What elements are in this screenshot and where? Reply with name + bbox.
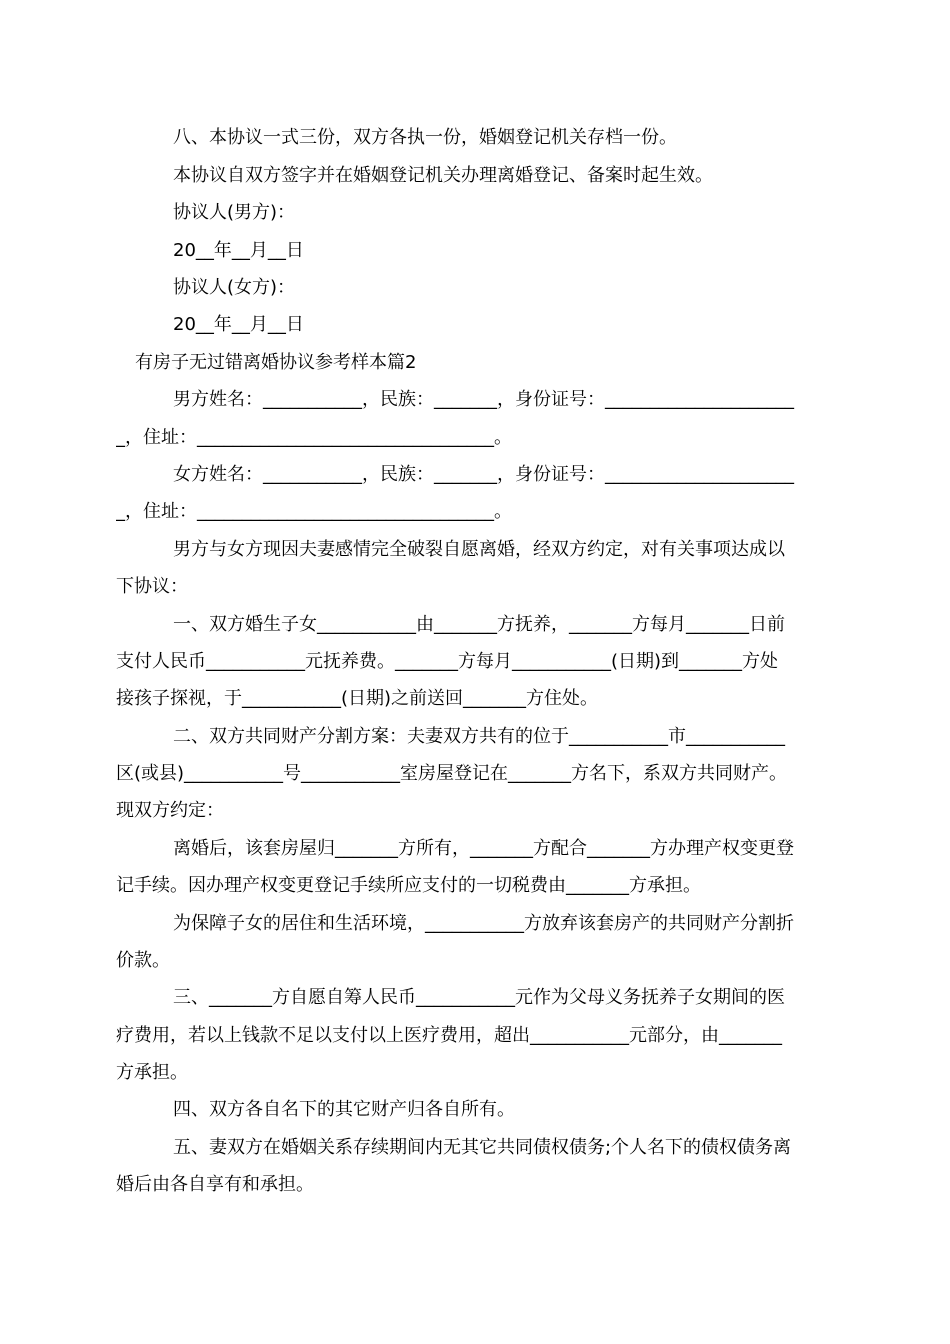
clause-four: 四、双方各自名下的其它财产归各自所有。 [173,1099,515,1120]
clause-three-line-3: 方承担。 [116,1062,188,1083]
section-heading: 有房子无过错离婚协议参考样本篇2 [135,352,417,373]
signatory-female: 协议人(女方)： [173,277,296,298]
clause-two-line-2: 区(或县)___________号___________室房屋登记在_______方名下，系双方共同财产。 [116,763,788,784]
waiver-line-2: 价款。 [116,950,170,971]
clause-three-line-1: 三、_______方自愿自筹人民币___________元作为父母义务抚养子女期间的医 [173,987,785,1008]
clause-two-line-1: 二、双方共同财产分割方案：夫妻双方共有的位于___________市___________ [173,726,785,747]
clause-one-line-3: 接孩子探视，于___________(日期)之前送回_______方住处。 [116,688,599,709]
male-address-line: _，住址：_________________________________。 [116,427,512,448]
preamble-line-2: 下协议： [116,576,188,597]
date-line-female: 20__年__月__日 [173,314,304,335]
clause-eight: 八、本协议一式三份，双方各执一份，婚姻登记机关存档一份。 [173,127,677,148]
house-clause-line-1: 离婚后，该套房屋归_______方所有，_______方配合_______方办理产权变更登 [173,838,794,859]
male-info-line: 男方姓名：___________，民族：_______，身份证号：_____________________ [173,389,794,410]
preamble-line-1: 男方与女方现因夫妻感情完全破裂自愿离婚，经双方约定，对有关事项达成以 [173,539,785,560]
clause-five-line-1: 五、妻双方在婚姻关系存续期间内无其它共同债权债务;个人名下的债权债务离 [173,1137,792,1158]
signatory-male: 协议人(男方)： [173,202,296,223]
effective-clause: 本协议自双方签字并在婚姻登记机关办理离婚登记、备案时起生效。 [173,165,713,186]
house-clause-line-2: 记手续。因办理产权变更登记手续所应支付的一切税费由_______方承担。 [116,875,701,896]
female-info-line: 女方姓名：___________，民族：_______，身份证号：_____________________ [173,464,794,485]
clause-one-line-1: 一、双方婚生子女___________由_______方抚养，_______方每月_______日前 [173,614,785,635]
clause-two-line-3: 现双方约定： [116,800,224,821]
date-line-male: 20__年__月__日 [173,240,304,261]
clause-three-line-2: 疗费用，若以上钱款不足以支付以上医疗费用，超出___________元部分，由_______ [116,1025,782,1046]
waiver-line-1: 为保障子女的居住和生活环境，___________方放弃该套房产的共同财产分割折 [173,913,794,934]
clause-five-line-2: 婚后由各自享有和承担。 [116,1174,314,1195]
clause-one-line-2: 支付人民币___________元抚养费。_______方每月___________(日期)到_______方处 [116,651,779,672]
female-address-line: _，住址：_________________________________。 [116,501,512,522]
